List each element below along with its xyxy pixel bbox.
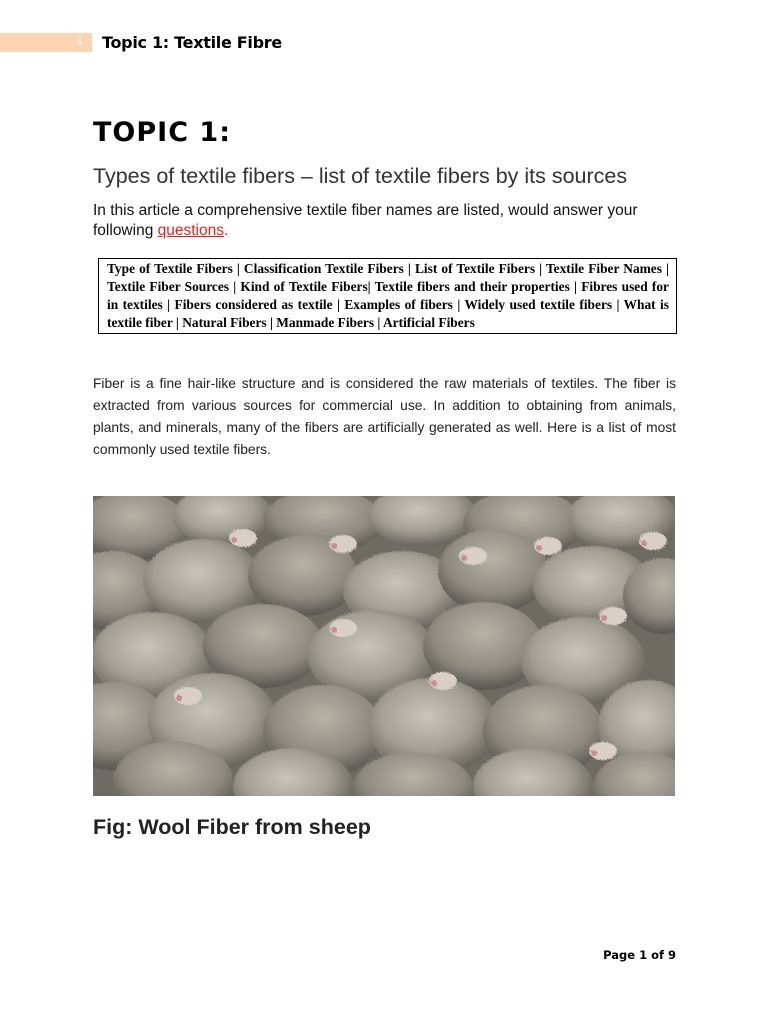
header-page-number: 1 [77, 36, 83, 47]
sheep-nose [461, 555, 467, 561]
intro-link-suffix: . [223, 221, 229, 239]
intro-paragraph [93, 201, 683, 240]
sheep-nose [231, 537, 237, 543]
sheep-nose [536, 545, 542, 551]
sheep-nose [331, 627, 337, 633]
topic-heading: TOPIC 1: [93, 117, 232, 148]
sheep-nose [431, 680, 437, 686]
sheep-nose [176, 695, 182, 701]
header-title: Topic 1: Textile Fibre [102, 33, 282, 52]
questions-link[interactable]: questions [157, 221, 224, 239]
page-footer: Page 1 of 9 [603, 948, 676, 962]
figure-caption: Fig: Wool Fiber from sheep [93, 815, 371, 839]
sheep-nose [601, 615, 607, 621]
sheep-nose [331, 543, 337, 549]
intro-text: In this article a comprehensive textile fiber names are listed, would answer your following [93, 202, 638, 239]
article-subtitle: Types of textile fibers – list of textile fibers by its sources [93, 164, 628, 188]
sheep-nose [641, 540, 647, 546]
sheep-flock-photo [93, 496, 675, 796]
sheep-nose [591, 750, 597, 756]
sheep-flock-illustration [93, 496, 675, 796]
keyword-box: Type of Textile Fibers | Classification Textile Fibers | List of Textile Fibers | Textile Fiber Names | Textile Fiber Sources | Kind of Textile Fibers| Textile fibers and their properties | Fibres used for in textiles | Fibers considered as textile | Examples of fibers | Widely used textile fibers | What is textile fiber | Natural Fibers | Manmade Fibers | Artificial Fibers [98, 258, 677, 334]
sheep-body [438, 529, 548, 613]
body-paragraph: Fiber is a fine hair-like structure and is considered the raw materials of textiles. The fiber is extracted from various sources for commercial use. In addition to obtaining from animals, plants, and minerals, many of the fibers are artificially generated as well. Here is a list of most commonly used textile fibers. [93, 376, 676, 457]
